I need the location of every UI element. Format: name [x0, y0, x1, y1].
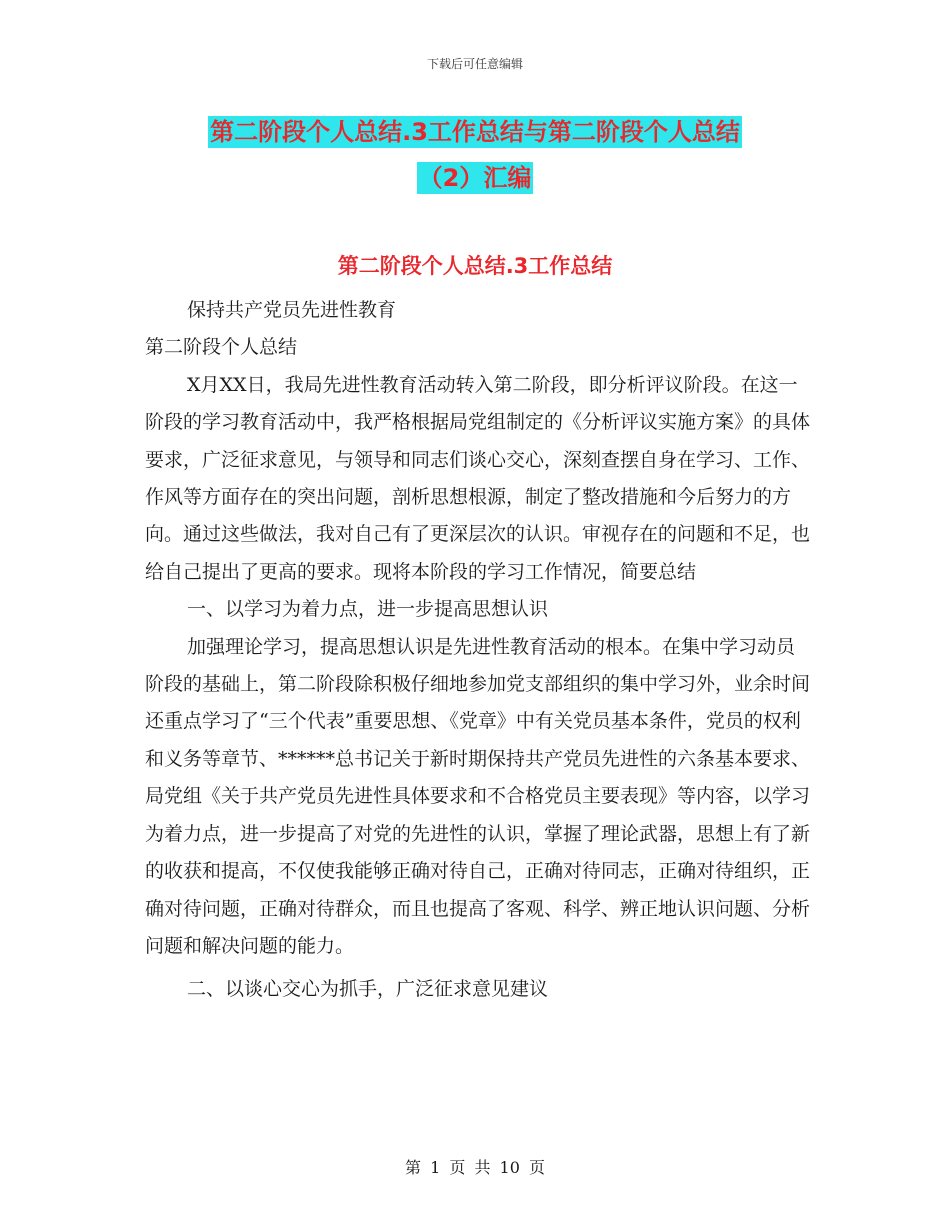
section-title: 第二阶段个人总结.3工作总结: [337, 254, 613, 278]
paragraph-heading: 二、以谈心交心为抓手，广泛征求意见建议: [187, 978, 549, 1001]
document-title-line-1: [0, 112, 950, 147]
title-line-2-text: （2）汇编: [418, 164, 532, 192]
paragraph: X月XX日，我局先进性教育活动转入第二阶段，即分析评议阶段。在这一阶段的学习教育活动中，我严格根据局党组制定的《分析评议实施方案》的具体要求，广泛征求意见，与领导和同志们谈心交心，深刻查摆自身在学习、工作、作风等方面存在的突出问题，剖析思想根源，制定了整改措施和今后努力的方向。通过这些做法，我对自己有了更深层次的认识。审视存在的问题和不足，也给自己提出了更高的要求。现将本阶段的学习工作情况，简要总结: [145, 373, 811, 583]
paragraph: 保持共产党员先进性教育: [187, 299, 397, 321]
title-line-1-text: 第二阶段个人总结.3工作总结与第二阶段个人总结: [210, 118, 740, 146]
paragraph: 加强理论学习，提高思想认识是先进性教育活动的根本。在集中学习动员阶段的基础上，第二阶段除积极仔细地参加党支部组织的集中学习外，业余时间还重点学习了“三个代表”重要思想、《党章》中有关党员基本条件，党员的权利和义务等章节、******总书记关于新时期保持共产党员先进性的六条基本要求、局党组《关于共产党员先进性具体要求和不合格党员主要表现》等内容，以学习为着力点，进一步提高了对党的先进性的认识，掌握了理论武器，思想上有了新的收获和提高，不仅使我能够正确对待自己，正确对待同志，正确对待组织，正确对待问题，正确对待群众，而且也提高了客观、科学、辨正地认识问题、分析问题和解决问题的能力。: [145, 635, 811, 957]
document-body: [145, 292, 810, 1009]
page-footer: 第 1 页 共 10 页: [405, 1158, 545, 1177]
document-title-line-2: [0, 158, 950, 193]
header-note: 下载后可任意编辑: [426, 57, 523, 71]
paragraph-heading: 一、以学习为着力点，进一步提高思想认识: [187, 598, 549, 621]
paragraph: 第二阶段个人总结: [145, 336, 298, 359]
